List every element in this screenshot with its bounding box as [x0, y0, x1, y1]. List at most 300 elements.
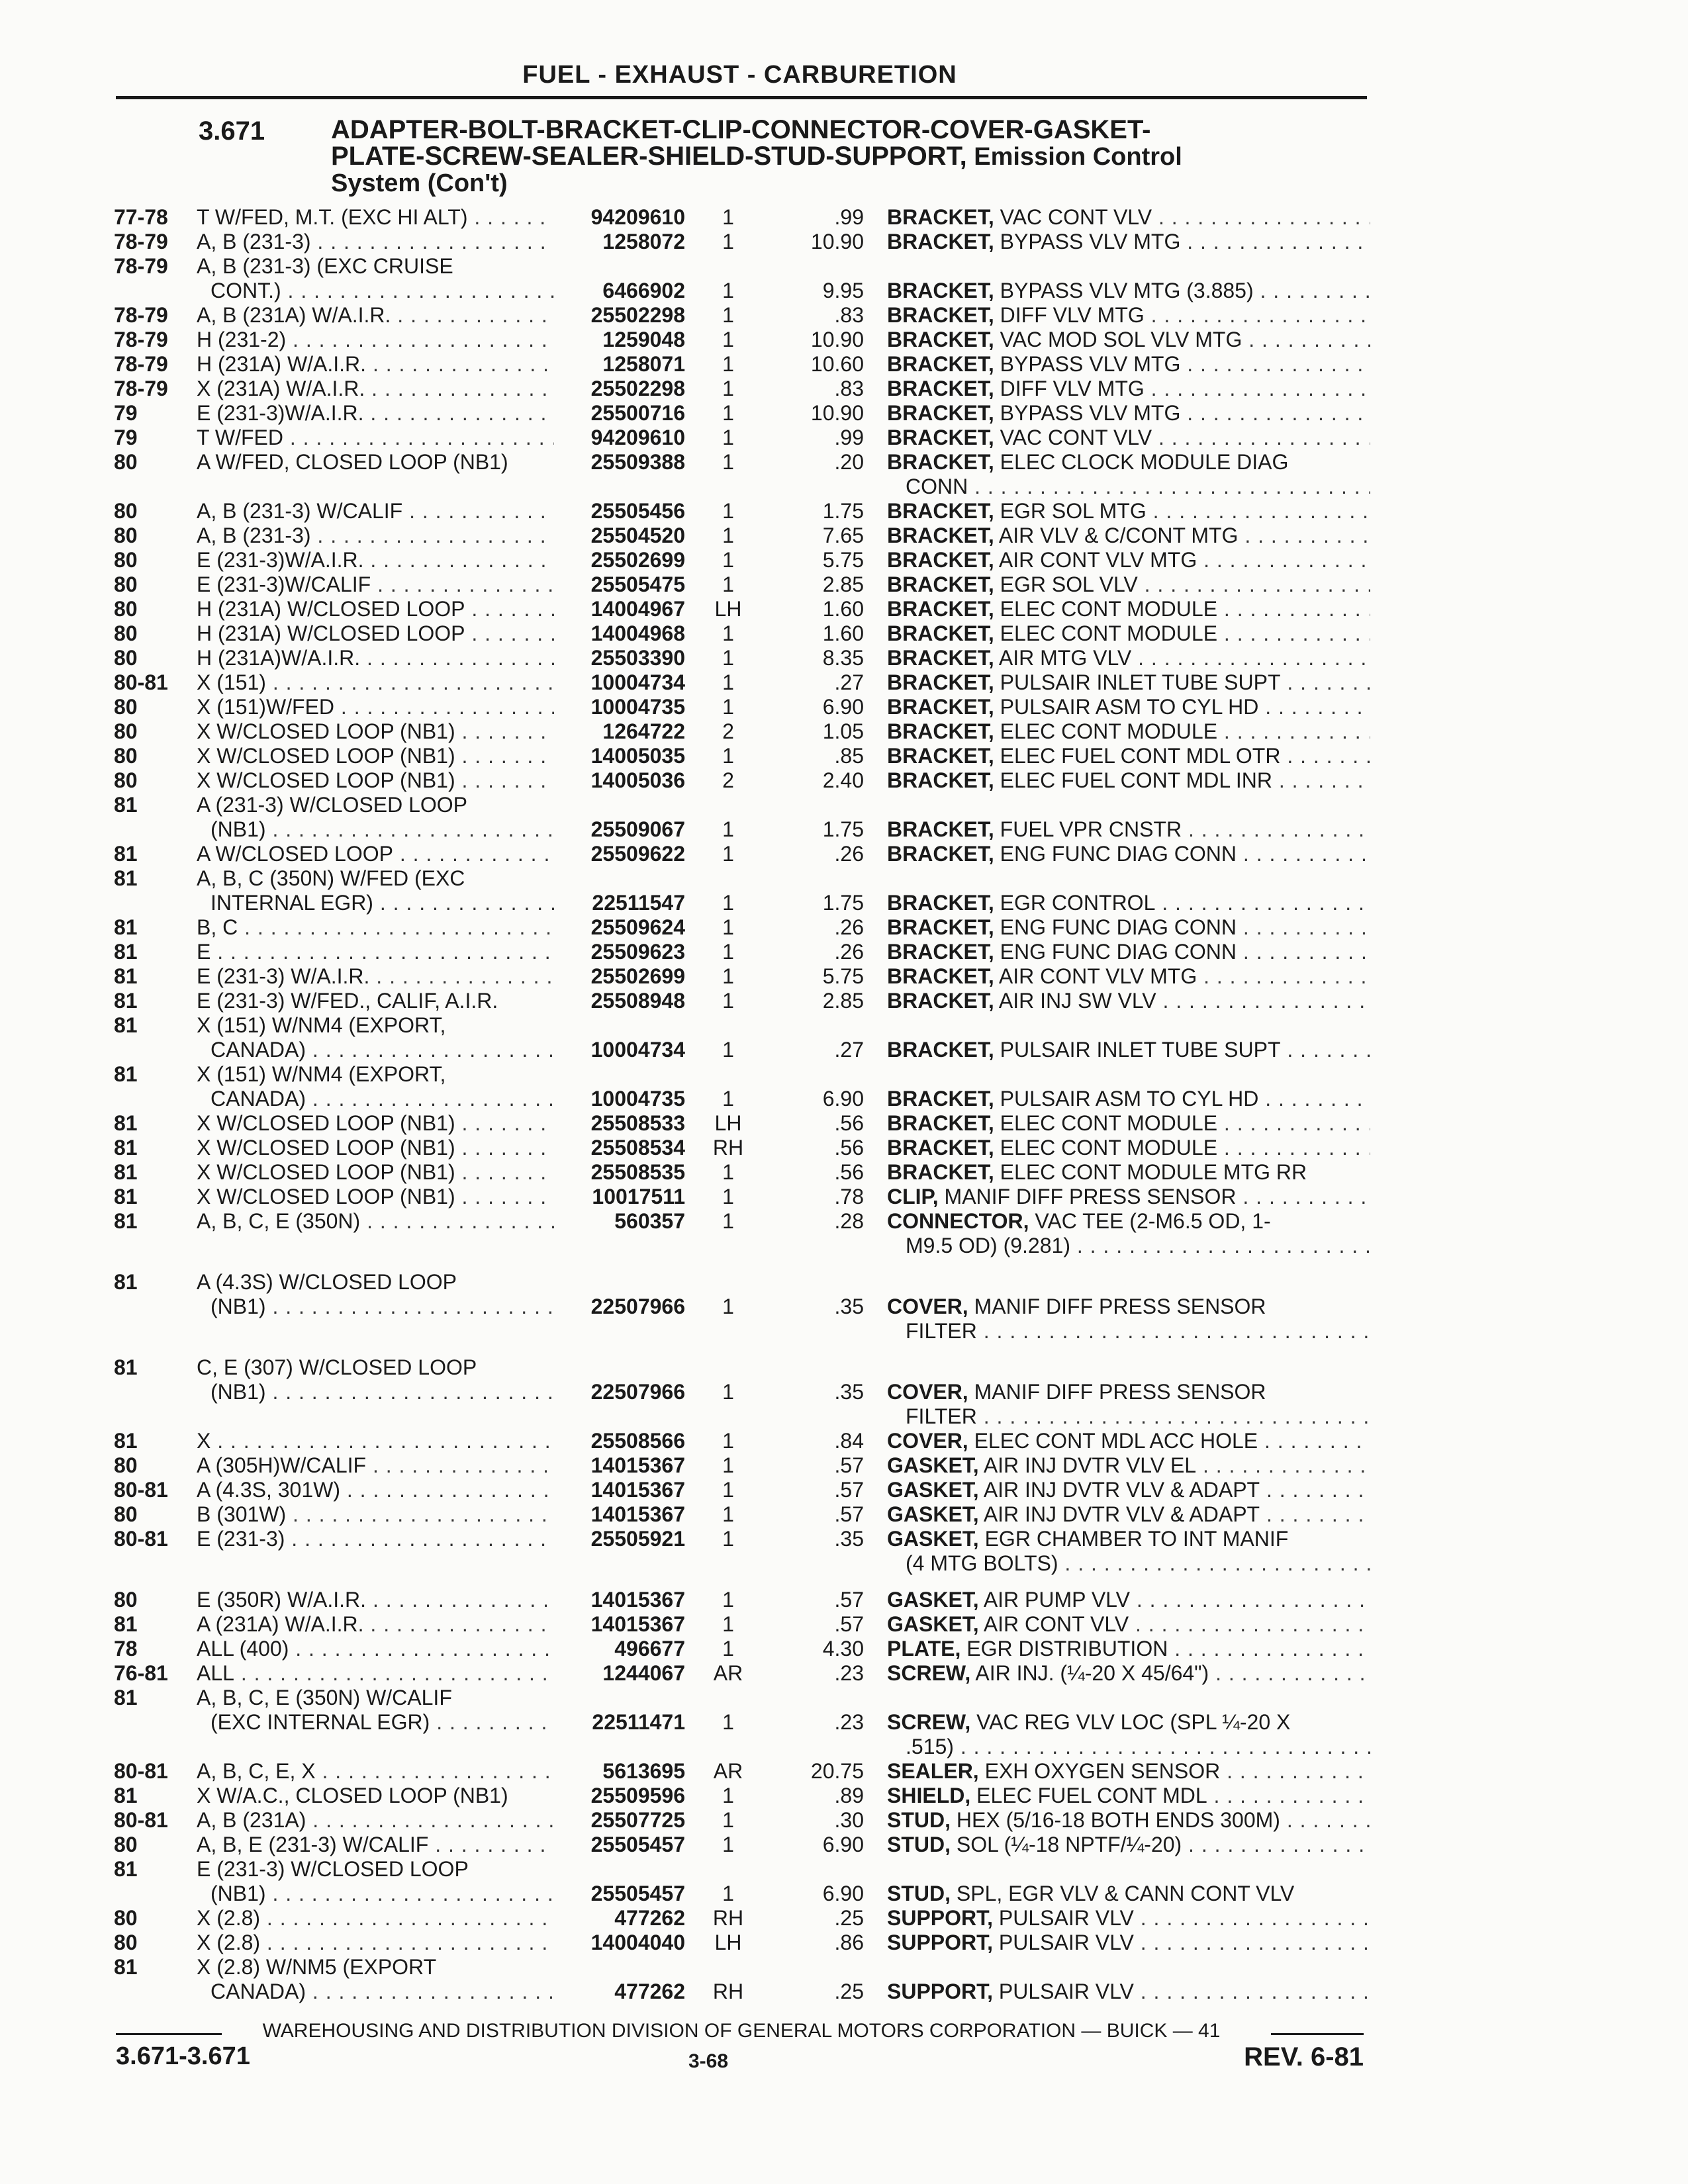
item-name: BRACKET,	[887, 891, 994, 915]
item-detail: ELEC FUEL CONT MDL OTR . . .	[994, 744, 1370, 768]
item-detail: AIR VLV & C/CONT MTG . . .	[994, 523, 1370, 547]
section-title-line-2	[331, 143, 1377, 170]
price-cell: 7.65	[822, 523, 864, 547]
part-number-cell: 25502699	[590, 548, 685, 572]
part-number-cell: 25504520	[590, 523, 685, 547]
item-description-cell	[887, 1295, 1370, 1319]
item-detail: AIR INJ. (¼-20 X 45/64") . . .	[970, 1661, 1370, 1685]
item-description-cell	[887, 1931, 1370, 1955]
application-cell: A (4.3S, 301W) . . .	[197, 1478, 554, 1502]
item-description-cell	[887, 1185, 1370, 1209]
table-row	[0, 1931, 1688, 1955]
part-number-cell: 477262	[614, 1906, 685, 1930]
application-cell: E (231-3)W/CALIF . . .	[197, 572, 554, 597]
item-name: COVER,	[887, 1429, 968, 1453]
item-description-cell	[887, 940, 1370, 964]
table-row	[0, 1209, 1688, 1234]
table-row	[0, 548, 1688, 572]
item-detail: (4 MTG BOLTS) . . .	[906, 1551, 1370, 1575]
item-description-cell	[887, 426, 1370, 450]
item-name: BRACKET,	[887, 989, 994, 1013]
application-cell: CANADA) . . .	[211, 1038, 555, 1062]
quantity-cell: 1	[722, 572, 734, 596]
part-number-cell: 6466902	[602, 279, 685, 302]
application-cell: (NB1) . . .	[211, 817, 555, 842]
year-cell: 81	[114, 1136, 138, 1160]
section-title-line-3: System (Con't)	[331, 169, 508, 197]
table-row	[0, 744, 1688, 768]
item-detail: ELEC CONT MODULE MTG RR	[994, 1160, 1307, 1184]
item-detail: AIR INJ DVTR VLV & ADAPT . . .	[979, 1478, 1370, 1502]
year-cell: 81	[114, 1686, 138, 1709]
price-cell: 1.60	[822, 597, 864, 621]
item-detail: PULSAIR ASM TO CYL HD . . .	[994, 1087, 1370, 1111]
item-name: BRACKET,	[887, 205, 994, 229]
table-row	[0, 940, 1688, 964]
item-detail: PULSAIR VLV . . .	[993, 1906, 1370, 1930]
year-cell: 80	[114, 499, 138, 523]
table-row	[0, 1380, 1688, 1404]
item-description-cell	[887, 328, 1370, 352]
item-description-cell	[887, 572, 1370, 597]
application-cell: A, B (231A) W/A.I.R. . . .	[197, 303, 554, 328]
quantity-cell: 1	[722, 1527, 734, 1551]
quantity-cell: 1	[722, 230, 734, 253]
table-row	[0, 719, 1688, 744]
quantity-cell: 1	[722, 670, 734, 694]
table-row	[0, 1404, 1688, 1429]
application-cell: E (350R) W/A.I.R. . . .	[197, 1588, 554, 1612]
quantity-cell: 1	[722, 989, 734, 1013]
quantity-cell: 1	[722, 1637, 734, 1661]
quantity-cell: 2	[722, 768, 734, 792]
price-cell: .86	[834, 1931, 864, 1954]
part-number-cell: 10004735	[590, 1087, 685, 1111]
quantity-cell: 1	[722, 1209, 734, 1233]
table-row	[0, 426, 1688, 450]
item-name: BRACKET,	[887, 621, 994, 645]
item-description-cell	[887, 817, 1370, 842]
year-cell: 80	[114, 621, 138, 645]
year-cell: 81	[114, 1185, 138, 1208]
application-cell: X W/CLOSED LOOP (NB1) . . .	[197, 719, 554, 744]
price-cell: .27	[834, 670, 864, 694]
item-detail: VAC MOD SOL VLV MTG . . .	[994, 328, 1370, 351]
item-description-cell	[887, 744, 1370, 768]
item-name: BRACKET,	[887, 450, 994, 474]
year-cell: 76-81	[114, 1661, 168, 1685]
item-description-cell	[887, 303, 1370, 328]
item-name: BRACKET,	[887, 744, 994, 768]
price-cell: .57	[834, 1588, 864, 1612]
quantity-cell: 1	[722, 1295, 734, 1318]
item-name: BRACKET,	[887, 1160, 994, 1184]
application-cell: E (231-3) . . .	[197, 1527, 554, 1551]
item-description-cell	[906, 1319, 1370, 1343]
table-row	[0, 1234, 1688, 1258]
application-cell: B, C . . .	[197, 915, 554, 940]
item-name: SCREW,	[887, 1710, 971, 1734]
item-detail: MANIF DIFF PRESS SENSOR	[968, 1295, 1266, 1318]
table-row	[0, 1710, 1688, 1735]
quantity-cell: 1	[722, 1502, 734, 1526]
item-description-cell	[887, 377, 1370, 401]
item-name: BRACKET,	[887, 768, 994, 792]
price-cell: 1.05	[822, 719, 864, 743]
table-row	[0, 572, 1688, 597]
part-number-cell: 25505457	[590, 1833, 685, 1856]
year-cell: 81	[114, 1013, 138, 1037]
application-cell: A (231A) W/A.I.R. . . .	[197, 1612, 554, 1637]
year-cell: 80	[114, 646, 138, 670]
part-number-cell: 14005036	[590, 768, 685, 792]
year-cell: 81	[114, 1270, 138, 1294]
item-name: COVER,	[887, 1380, 968, 1404]
item-detail: EGR CONTROL . . .	[994, 891, 1370, 915]
price-cell: 9.95	[822, 279, 864, 302]
part-number-cell: 25509067	[590, 817, 685, 841]
application-cell: E (231-3) W/FED., CALIF, A.I.R.	[197, 989, 498, 1013]
table-row	[0, 1111, 1688, 1136]
part-number-cell: 25505457	[590, 1882, 685, 1905]
year-cell: 80-81	[114, 1808, 168, 1832]
item-detail: ELEC CONT MODULE . . .	[994, 1111, 1370, 1135]
year-cell: 80	[114, 1931, 138, 1954]
table-row	[0, 523, 1688, 548]
price-cell: 6.90	[822, 1833, 864, 1856]
item-description-cell	[887, 1612, 1370, 1637]
item-detail: SOL (¼-18 NPTF/¼-20) . . .	[951, 1833, 1370, 1856]
price-cell: 10.90	[810, 328, 864, 351]
application-cell: X W/CLOSED LOOP (NB1) . . .	[197, 1111, 554, 1136]
item-name: BRACKET,	[887, 817, 994, 841]
table-row	[0, 303, 1688, 328]
year-cell: 80-81	[114, 670, 168, 694]
quantity-cell: 1	[722, 1808, 734, 1832]
part-number-cell: 10004735	[590, 695, 685, 719]
part-number-cell: 25505456	[590, 499, 685, 523]
part-number-cell: 25508535	[590, 1160, 685, 1184]
item-name: STUD,	[887, 1833, 951, 1856]
price-cell: 4.30	[822, 1637, 864, 1661]
part-number-cell: 25505921	[590, 1527, 685, 1551]
item-detail: AIR MTG VLV . . .	[994, 646, 1370, 670]
year-cell: 77-78	[114, 205, 168, 229]
year-cell: 80	[114, 450, 138, 474]
application-cell: A, B, C, E (350N) . . .	[197, 1209, 554, 1234]
quantity-cell: 1	[722, 1882, 734, 1905]
item-detail: FUEL VPR CNSTR . . .	[994, 817, 1370, 841]
item-name: BRACKET,	[887, 303, 994, 327]
item-name: GASKET,	[887, 1588, 979, 1612]
item-name: BRACKET,	[887, 719, 994, 743]
quantity-cell: 1	[722, 744, 734, 768]
footer-rule-right	[1271, 2033, 1364, 2035]
item-detail: ELEC FUEL CONT MDL INR . . .	[994, 768, 1370, 792]
item-detail: EGR SOL VLV . . .	[994, 572, 1370, 596]
application-cell: A, B, E (231-3) W/CALIF . . .	[197, 1833, 554, 1857]
item-name: GASKET,	[887, 1502, 979, 1526]
price-cell: .27	[834, 1038, 864, 1062]
year-cell: 81	[114, 940, 138, 964]
item-description-cell	[906, 1551, 1370, 1576]
item-detail: CONN . . .	[906, 475, 1370, 498]
footer-page-number: 3-68	[688, 2050, 729, 2072]
item-description-cell	[887, 1833, 1370, 1857]
item-description-cell	[887, 646, 1370, 670]
year-cell: 81	[114, 915, 138, 939]
table-row	[0, 401, 1688, 426]
quantity-cell: LH	[714, 1931, 742, 1954]
quantity-cell: 2	[722, 719, 734, 743]
item-detail: PULSAIR INLET TUBE SUPT . . .	[994, 1038, 1370, 1062]
item-name: BRACKET,	[887, 842, 994, 866]
item-detail: ELEC CONT MODULE . . .	[994, 597, 1370, 621]
quantity-cell: 1	[722, 303, 734, 327]
table-row	[0, 1759, 1688, 1784]
item-name: BRACKET,	[887, 401, 994, 425]
quantity-cell: 1	[722, 964, 734, 988]
part-number-cell: 14015367	[590, 1502, 685, 1526]
part-number-cell: 94209610	[590, 205, 685, 229]
quantity-cell: 1	[722, 1160, 734, 1184]
price-cell: 20.75	[810, 1759, 864, 1783]
part-number-cell: 1264722	[602, 719, 685, 743]
year-cell: 80	[114, 695, 138, 719]
year-cell: 80	[114, 744, 138, 768]
part-number-cell: 25509624	[590, 915, 685, 939]
item-name: GASKET,	[887, 1478, 979, 1502]
price-cell: .99	[834, 426, 864, 449]
price-cell: .83	[834, 377, 864, 400]
table-row	[0, 230, 1688, 254]
year-cell: 80	[114, 1588, 138, 1612]
part-number-cell: 1258071	[602, 352, 685, 376]
year-cell: 79	[114, 426, 138, 449]
item-description-cell	[887, 401, 1370, 426]
quantity-cell: 1	[722, 548, 734, 572]
year-cell: 78-79	[114, 328, 168, 351]
price-cell: 6.90	[822, 695, 864, 719]
part-number-cell: 25502298	[590, 303, 685, 327]
item-description-cell	[887, 1160, 1370, 1185]
item-detail: AIR CONT VLV MTG . . .	[994, 548, 1370, 572]
year-cell: 81	[114, 866, 138, 890]
item-description-cell	[887, 1661, 1370, 1686]
year-cell: 81	[114, 1955, 138, 1979]
item-detail: EGR SOL MTG . . .	[994, 499, 1370, 523]
page-header: FUEL - EXHAUST - CARBURETION	[522, 61, 957, 89]
item-name: SUPPORT,	[887, 1979, 994, 2003]
item-description-cell	[887, 1111, 1370, 1136]
item-name: CLIP,	[887, 1185, 939, 1208]
price-cell: .35	[834, 1527, 864, 1551]
price-cell: 5.75	[822, 548, 864, 572]
application-cell: X (151) W/NM4 (EXPORT,	[197, 1062, 446, 1086]
application-cell: (EXC INTERNAL EGR) . . .	[211, 1710, 555, 1735]
application-cell: X W/CLOSED LOOP (NB1) . . .	[197, 1160, 554, 1185]
application-cell: X (151) . . .	[197, 670, 554, 695]
item-name: BRACKET,	[887, 597, 994, 621]
part-number-cell: 22511471	[592, 1710, 685, 1734]
table-row	[0, 646, 1688, 670]
year-cell: 78-79	[114, 352, 168, 376]
item-description-cell	[887, 1979, 1370, 2004]
item-detail: EXH OXYGEN SENSOR . . .	[979, 1759, 1370, 1783]
part-number-cell: 25502699	[590, 964, 685, 988]
application-cell: B (301W) . . .	[197, 1502, 554, 1527]
table-row	[0, 205, 1688, 230]
part-number-cell: 25508566	[590, 1429, 685, 1453]
application-cell: A, B (231-3) . . .	[197, 230, 554, 254]
item-name: BRACKET,	[887, 1111, 994, 1135]
item-description-cell	[887, 768, 1370, 793]
item-name: SCREW,	[887, 1661, 971, 1685]
item-description-cell	[906, 1735, 1370, 1759]
price-cell: 2.85	[822, 572, 864, 596]
application-cell: X (2.8) . . .	[197, 1931, 554, 1955]
price-cell: .89	[834, 1784, 864, 1807]
quantity-cell: AR	[713, 1661, 743, 1685]
item-description-cell	[887, 964, 1370, 989]
row-spacer	[0, 1258, 1688, 1270]
application-cell: X (2.8) . . .	[197, 1906, 554, 1931]
quantity-cell: 1	[722, 499, 734, 523]
part-number-cell: 25509622	[590, 842, 685, 866]
item-description-cell	[887, 1502, 1370, 1527]
row-spacer	[0, 1343, 1688, 1355]
application-cell: X (2.8) W/NM5 (EXPORT	[197, 1955, 437, 1979]
quantity-cell: 1	[722, 352, 734, 376]
item-name: BRACKET,	[887, 1038, 994, 1062]
part-number-cell: 14005035	[590, 744, 685, 768]
table-row	[0, 1062, 1688, 1087]
section-title-line-2-suffix: Emission Control	[966, 143, 1182, 171]
table-row	[0, 597, 1688, 621]
year-cell: 80	[114, 523, 138, 547]
table-row	[0, 475, 1688, 499]
item-description-cell	[887, 352, 1370, 377]
part-number-cell: 25509623	[590, 940, 685, 964]
price-cell: .57	[834, 1612, 864, 1636]
quantity-cell: LH	[714, 1111, 742, 1135]
part-number-cell: 22507966	[590, 1295, 685, 1318]
item-description-cell	[887, 1209, 1370, 1234]
part-number-cell: 14004967	[590, 597, 685, 621]
price-cell: 8.35	[822, 646, 864, 670]
application-cell: H (231-2) . . .	[197, 328, 554, 352]
application-cell: T W/FED, M.T. (EXC HI ALT) . . .	[197, 205, 554, 230]
quantity-cell: 1	[722, 450, 734, 474]
table-row	[0, 1160, 1688, 1185]
year-cell: 81	[114, 1612, 138, 1636]
part-number-cell: 14004968	[590, 621, 685, 645]
item-description-cell	[887, 279, 1370, 303]
item-detail: PULSAIR VLV . . .	[993, 1979, 1370, 2003]
price-cell: .56	[834, 1160, 864, 1184]
table-row	[0, 1319, 1688, 1343]
table-row	[0, 866, 1688, 891]
application-cell: ALL . . .	[197, 1661, 554, 1686]
item-name: GASKET,	[887, 1453, 979, 1477]
table-row	[0, 1661, 1688, 1686]
application-cell: X (151) W/NM4 (EXPORT,	[197, 1013, 446, 1037]
item-detail: BYPASS VLV MTG . . .	[994, 230, 1370, 253]
quantity-cell: 1	[722, 1087, 734, 1111]
price-cell: .57	[834, 1453, 864, 1477]
table-row	[0, 1013, 1688, 1038]
table-row	[0, 1686, 1688, 1710]
item-description-cell	[906, 475, 1370, 499]
table-row	[0, 1808, 1688, 1833]
item-description-cell	[887, 499, 1370, 523]
price-cell: .78	[834, 1185, 864, 1208]
application-cell: E (231-3) W/A.I.R. . . .	[197, 964, 554, 989]
part-number-cell: 22511547	[592, 891, 685, 915]
item-detail: PULSAIR VLV . . .	[993, 1931, 1370, 1954]
year-cell: 80	[114, 768, 138, 792]
part-number-cell: 25503390	[590, 646, 685, 670]
table-row	[0, 1979, 1688, 2004]
item-detail: AIR INJ DVTR VLV & ADAPT . . .	[979, 1502, 1370, 1526]
application-cell: A W/CLOSED LOOP . . .	[197, 842, 554, 866]
table-row	[0, 499, 1688, 523]
item-name: BRACKET,	[887, 940, 994, 964]
quantity-cell: 1	[722, 1038, 734, 1062]
quantity-cell: 1	[722, 1588, 734, 1612]
section-title-line-1: ADAPTER-BOLT-BRACKET-CLIP-CONNECTOR-COVER-GASKET-	[331, 115, 1151, 144]
price-cell: .23	[834, 1661, 864, 1685]
table-row	[0, 352, 1688, 377]
table-row	[0, 793, 1688, 817]
quantity-cell: 1	[722, 621, 734, 645]
table-row	[0, 1453, 1688, 1478]
part-number-cell: 1258072	[602, 230, 685, 253]
part-number-cell: 25509596	[590, 1784, 685, 1807]
year-cell: 81	[114, 1784, 138, 1807]
item-detail: M9.5 OD) (9.281) . . .	[906, 1234, 1370, 1257]
part-number-cell: 477262	[614, 1979, 685, 2003]
table-row	[0, 891, 1688, 915]
item-name: CONNECTOR,	[887, 1209, 1029, 1233]
item-detail: .515) . . .	[906, 1735, 1370, 1758]
item-description-cell	[887, 1527, 1370, 1551]
part-number-cell: 14015367	[590, 1453, 685, 1477]
application-cell: H (231A) W/CLOSED LOOP . . .	[197, 597, 554, 621]
item-description-cell	[887, 1882, 1370, 1906]
item-description-cell	[887, 1429, 1370, 1453]
part-number-cell: 14004040	[590, 1931, 685, 1954]
table-row	[0, 450, 1688, 475]
year-cell: 81	[114, 1857, 138, 1881]
application-cell: X W/CLOSED LOOP (NB1) . . .	[197, 1185, 554, 1209]
application-cell: A W/FED, CLOSED LOOP (NB1)	[197, 450, 508, 474]
year-cell: 81	[114, 1160, 138, 1184]
price-cell: 10.60	[810, 352, 864, 376]
quantity-cell: 1	[722, 205, 734, 229]
part-number-cell: 496677	[614, 1637, 685, 1661]
application-cell: A, B, C (350N) W/FED (EXC	[197, 866, 465, 890]
item-detail: ELEC CONT MODULE . . .	[994, 621, 1370, 645]
price-cell: .35	[834, 1380, 864, 1404]
table-row	[0, 1429, 1688, 1453]
part-number-cell: 10004734	[590, 670, 685, 694]
item-detail: EGR DISTRIBUTION . . .	[961, 1637, 1370, 1661]
item-description-cell	[906, 1404, 1370, 1429]
item-name: STUD,	[887, 1882, 951, 1905]
item-name: SEALER,	[887, 1759, 979, 1783]
item-detail: FILTER . . .	[906, 1404, 1370, 1428]
